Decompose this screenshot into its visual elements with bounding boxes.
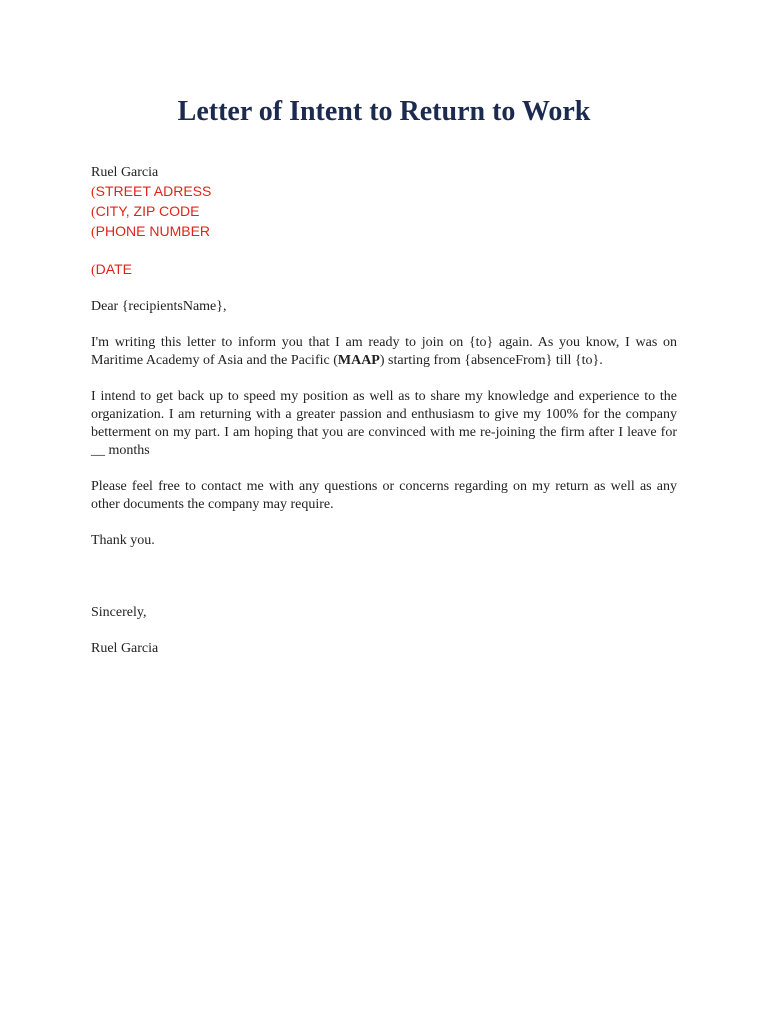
letter-body <box>91 164 677 658</box>
closing-line: Sincerely, <box>91 605 147 620</box>
paragraph-contact: Please feel free to contact me with any questions or concerns regarding on my return as well as any other documents the company may require. <box>91 479 677 512</box>
sender-name: Ruel Garcia <box>91 165 159 180</box>
city-open-paren: ( <box>91 205 96 220</box>
signature-name: Ruel Garcia <box>91 641 159 656</box>
paragraph-intent: I intend to get back up to speed my position as well as to share my knowledge and experience to the organization. I am returning with a greater passion and enthusiasm to give my 100% for the company betterment on my part. I am hoping that you are convinced with me re-joining the firm after I leave for __ months <box>91 389 677 458</box>
sender-city <box>91 202 677 222</box>
thanks-line: Thank you. <box>91 533 155 548</box>
sender-street <box>91 182 677 202</box>
city-placeholder: CITY, ZIP CODE <box>95 203 200 219</box>
street-open-paren: ( <box>91 185 96 200</box>
phone-placeholder: PHONE NUMBER <box>95 223 211 239</box>
salutation: Dear {recipientsName}, <box>91 299 227 314</box>
maap-acronym: MAAP <box>337 353 380 368</box>
paragraph-intro-part1: I'm writing this letter to inform you that I am ready to join on {to} again. As you know, I was on Maritime Academy of Asia and the Pacific ( <box>91 335 677 368</box>
sender-phone <box>91 222 677 242</box>
street-placeholder: STREET ADRESS <box>95 183 212 199</box>
phone-open-paren: ( <box>91 225 96 240</box>
date-open-paren: ( <box>91 263 96 278</box>
date-placeholder: DATE <box>95 261 132 277</box>
paragraph-intro <box>91 334 677 370</box>
page-title: Letter of Intent to Return to Work <box>177 96 591 127</box>
paragraph-intro-part2: ) starting from {absenceFrom} till {to}. <box>379 353 603 368</box>
letter-date <box>91 260 677 280</box>
